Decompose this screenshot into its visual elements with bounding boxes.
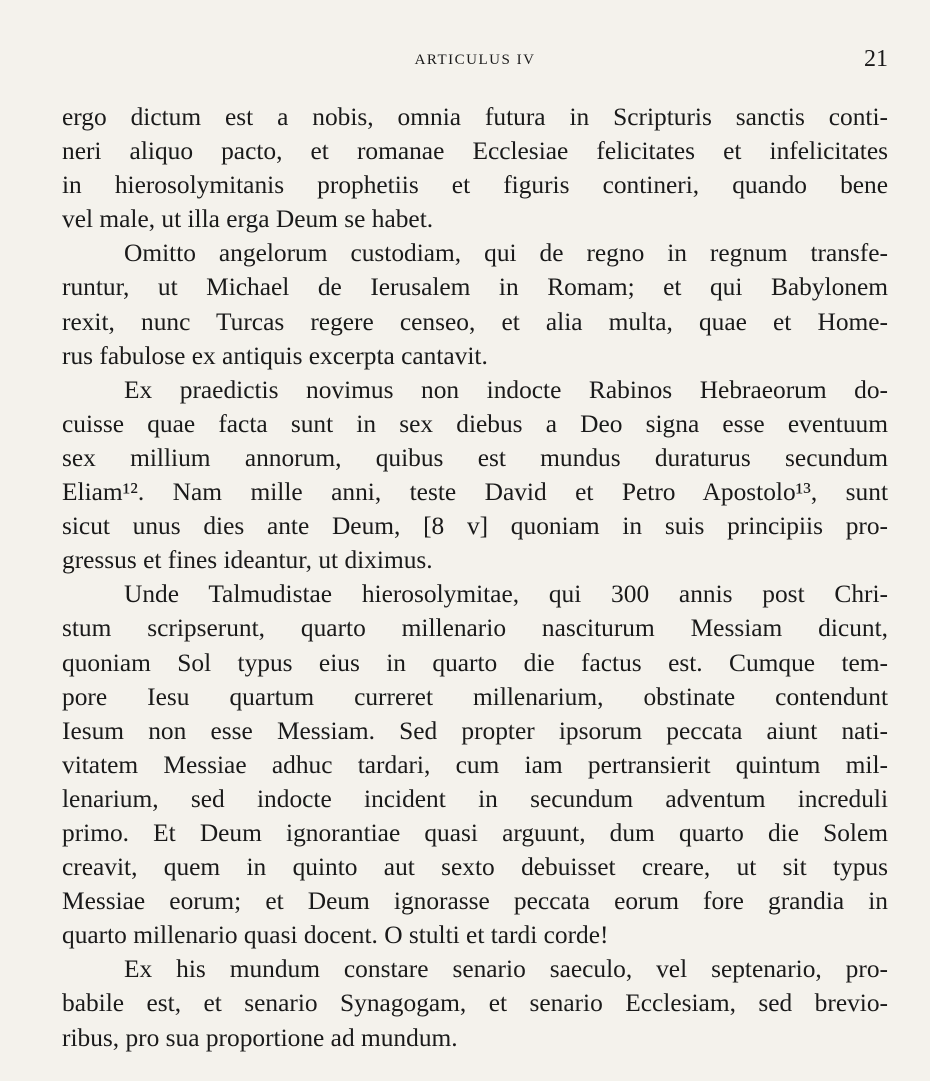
page-header: [62, 46, 888, 80]
text-line: quoniam Sol typus eius in quarto die factus est. Cumque tem-: [62, 648, 888, 677]
text-line: Iesum non esse Messiam. Sed propter ipsorum peccata aiunt nati-: [62, 716, 888, 745]
text-line: rexit, nunc Turcas regere censeo, et alia multa, quae et Home-: [62, 307, 888, 336]
text-line: pore Iesu quartum curreret millenarium, obstinate contendunt: [62, 682, 888, 711]
page-number: 21: [864, 46, 888, 72]
text-line: Messiae eorum; et Deum ignorasse peccata eorum fore grandia in: [62, 887, 888, 916]
text-line: ergo dictum est a nobis, omnia futura in Scripturis sanctis conti-: [62, 103, 888, 131]
text-line: Omitto angelorum custodiam, qui de regno in regnum transfe-: [124, 239, 888, 268]
text-line: Ex praedictis novimus non indocte Rabinos Hebraeorum do-: [124, 375, 888, 404]
text-line: creavit, quem in quinto aut sexto debuisset creare, ut sit typus: [62, 853, 888, 882]
text-line: quarto millenario quasi docent. O stulti et tardi corde!: [62, 921, 609, 950]
text-line: ribus, pro sua proportione ad mundum.: [62, 1023, 458, 1052]
text-line: sicut unus dies ante Deum, [8 v] quoniam in suis principiis pro-: [62, 512, 888, 541]
text-line: lenarium, sed indocte incident in secundum adventum increduli: [62, 784, 888, 813]
text-line: Unde Talmudistae hierosolymitae, qui 300 annis post Chri-: [124, 580, 888, 609]
running-head: ARTICULUS IV: [414, 52, 536, 68]
text-line: stum scripserunt, quarto millenario nasciturum Messiam dicunt,: [62, 614, 888, 643]
body-text: [62, 100, 888, 1055]
text-line: gressus et fines ideantur, ut diximus.: [62, 546, 433, 575]
text-line: vitatem Messiae adhuc tardari, cum iam pertransierit quintum mil-: [62, 750, 888, 779]
text-line: in hierosolymitanis prophetiis et figuris contineri, quando bene: [62, 171, 888, 200]
text-line: neri aliquo pacto, et romanae Ecclesiae felicitates et infelicitates: [62, 137, 888, 166]
text-line: rus fabulose ex antiquis excerpta cantavit.: [62, 341, 488, 370]
text-line: primo. Et Deum ignorantiae quasi arguunt, dum quarto die Solem: [62, 818, 888, 847]
text-line: babile est, et senario Synagogam, et senario Ecclesiam, sed brevio-: [62, 989, 888, 1018]
text-line: vel male, ut illa erga Deum se habet.: [62, 205, 434, 234]
text-line: cuisse quae facta sunt in sex diebus a Deo signa esse eventuum: [62, 409, 888, 438]
text-line: sex millium annorum, quibus est mundus duraturus secundum: [62, 443, 888, 472]
text-line: Eliam¹². Nam mille anni, teste David et Petro Apostolo¹³, sunt: [62, 478, 888, 507]
text-line: Ex his mundum constare senario saeculo, vel septenario, pro-: [124, 955, 888, 984]
text-line: runtur, ut Michael de Ierusalem in Romam; et qui Babylonem: [62, 273, 888, 302]
